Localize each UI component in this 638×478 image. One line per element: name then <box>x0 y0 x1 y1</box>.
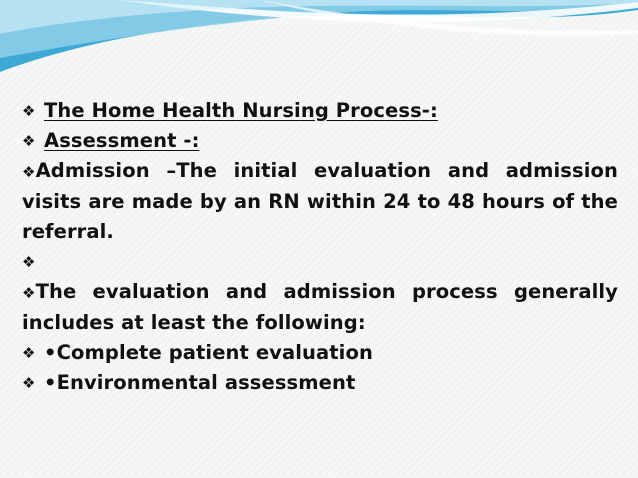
four-diamond-bullet-icon: ❖ <box>22 253 36 271</box>
list-item <box>22 338 618 368</box>
four-diamond-bullet-icon: ❖ <box>22 284 36 302</box>
list-item <box>22 247 618 277</box>
four-diamond-bullet-icon: ❖ <box>22 102 36 120</box>
heading-assessment: Assessment -: <box>44 129 200 152</box>
list-item <box>22 156 618 247</box>
four-diamond-bullet-icon: ❖ <box>22 163 36 181</box>
patient-evaluation-text: •Complete patient evaluation <box>44 341 373 364</box>
four-diamond-bullet-icon: ❖ <box>22 132 36 150</box>
header-wave-decoration <box>0 0 638 80</box>
environmental-assessment-text: •Environmental assessment <box>44 371 356 394</box>
list-item <box>22 126 618 156</box>
heading-process: The Home Health Nursing Process-: <box>44 99 438 122</box>
list-item <box>22 96 618 126</box>
admission-text: Admission –The initial evaluation and admission visits are made by an RN within 24 to 48 hours of the referral. <box>22 159 618 243</box>
list-item <box>22 368 618 398</box>
evaluation-process-text: The evaluation and admission process generally includes at least the following: <box>22 280 618 334</box>
four-diamond-bullet-icon: ❖ <box>22 374 36 392</box>
slide-body <box>22 96 618 398</box>
list-item <box>22 277 618 338</box>
four-diamond-bullet-icon: ❖ <box>22 344 36 362</box>
